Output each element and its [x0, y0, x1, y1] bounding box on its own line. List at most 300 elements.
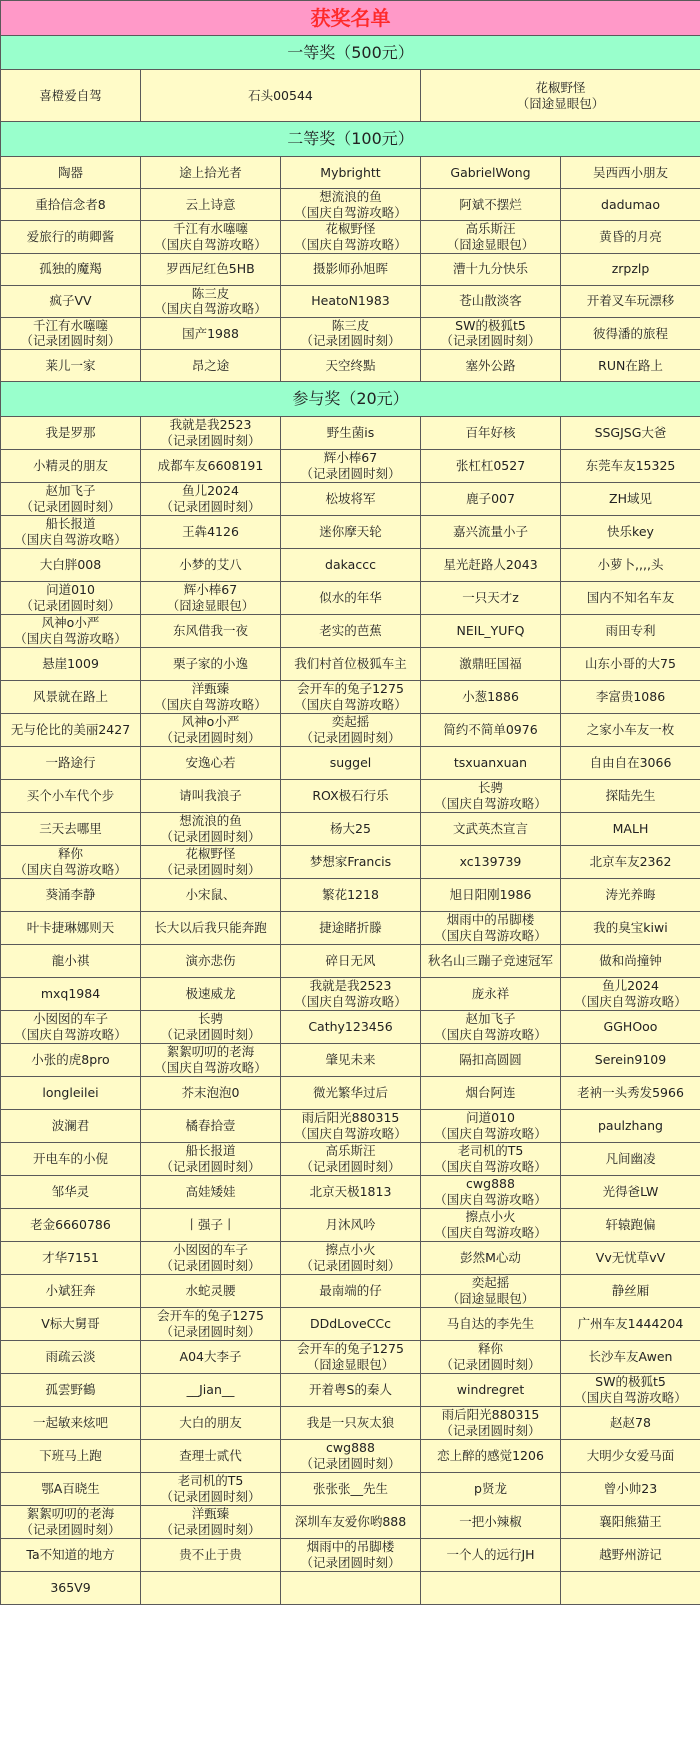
winner-name: 碎日无风: [325, 953, 376, 969]
winner-category: （记录团圆时刻）: [440, 1423, 541, 1438]
winner-name: 黄昏的月亮: [599, 229, 662, 245]
winner-name: 鹿子007: [466, 491, 515, 507]
winner-name: 摄影师孙旭晖: [312, 261, 388, 277]
winner-name: cwg888: [326, 1440, 375, 1456]
winner-name: 问道010: [466, 1110, 515, 1126]
winner-cell: [141, 681, 281, 714]
winner-name: 老司机的T5: [457, 1143, 524, 1159]
winner-cell: [281, 450, 421, 483]
winner-name: 高娃矮娃: [185, 1184, 236, 1200]
winner-name: 李富贵1086: [595, 689, 666, 705]
winner-cell: [141, 1275, 281, 1308]
winner-name: 陈三皮: [331, 317, 370, 333]
winner-name: NEIL_YUFQ: [456, 623, 525, 639]
winner-cell: [561, 1308, 700, 1341]
winner-cell: [561, 285, 700, 317]
winner-name: cwg888: [466, 1176, 515, 1192]
winner-name: 赵赵78: [610, 1415, 651, 1431]
winner-name: 千江有水噻噻: [32, 317, 108, 333]
winner-cell: [421, 1473, 561, 1506]
winner-cell: [141, 253, 281, 285]
winner-name: MALH: [612, 821, 649, 837]
winner-cell: [561, 648, 700, 681]
winner-category: （国庆自驾游攻略）: [294, 1126, 407, 1141]
winner-cell: [1, 1176, 141, 1209]
winner-cell: [141, 747, 281, 780]
table-row: [1, 978, 700, 1011]
winner-cell: [421, 1407, 561, 1440]
winner-cell: [141, 516, 281, 549]
winner-name: 一起敏来炫吧: [32, 1415, 108, 1431]
winner-category: （记录团圆时刻）: [300, 1456, 401, 1471]
winner-category: （记录团圆时刻）: [160, 1027, 261, 1042]
winner-category: （囧途显眼包）: [516, 95, 605, 111]
winner-name: 梦想家Francis: [309, 854, 392, 870]
winner-cell: [281, 1077, 421, 1110]
winner-name: 三天去哪里: [39, 821, 102, 837]
winner-name: Vv无忧草vV: [595, 1250, 666, 1266]
winner-name: 爱旅行的萌卿酱: [26, 229, 115, 245]
winner-cell: [421, 221, 561, 253]
winner-name: 喜橙爱自驾: [39, 87, 102, 103]
winner-cell: [561, 879, 700, 912]
winner-name: 嘉兴流量小子: [452, 524, 528, 540]
winner-cell: [281, 417, 421, 450]
winner-name: 阿斌不摆烂: [459, 196, 522, 212]
winner-cell: [1, 582, 141, 615]
winner-name: 杨大25: [330, 821, 371, 837]
winner-cell: [1, 253, 141, 285]
winner-cell: [141, 1473, 281, 1506]
winner-cell: [1, 1011, 141, 1044]
winner-category: （记录团圆时刻）: [20, 499, 121, 514]
winner-cell: [421, 945, 561, 978]
winner-category: （记录团圆时刻）: [160, 1489, 261, 1504]
winner-category: （国庆自驾游攻略）: [14, 532, 127, 547]
winner-name: 恋上醉的感觉1206: [437, 1448, 544, 1464]
winner-cell: [421, 1110, 561, 1143]
winner-cell: [421, 157, 561, 189]
winner-name: 昂之途: [191, 357, 230, 373]
winner-cell: [561, 747, 700, 780]
winner-cell: [1, 615, 141, 648]
table-row: [1, 945, 700, 978]
winner-name: 小葱1886: [462, 689, 519, 705]
winner-cell: [141, 1143, 281, 1176]
winner-cell: [281, 483, 421, 516]
winner-name: 云上诗意: [185, 196, 236, 212]
winner-name: tsxuanxuan: [453, 755, 528, 771]
winner-name: windregret: [456, 1382, 525, 1398]
winner-name: 苍山散淡客: [459, 293, 522, 309]
winner-name: 奕起摇: [471, 1275, 510, 1291]
winner-name: 下班马上跑: [39, 1448, 102, 1464]
winner-name: 邹华灵: [51, 1184, 90, 1200]
winner-name: suggel: [329, 755, 372, 771]
table-row: [1, 549, 700, 582]
winner-name: 广州车友1444204: [577, 1316, 684, 1332]
winner-cell: [421, 1572, 561, 1605]
winner-name: 船长报道: [185, 1143, 236, 1159]
winner-cell: [141, 157, 281, 189]
winner-name: 想流浪的鱼: [319, 189, 382, 204]
winner-name: 我就是我2523: [169, 417, 252, 433]
winner-name: 王犇4126: [182, 524, 239, 540]
table-row: [1, 189, 700, 221]
winner-cell: [561, 417, 700, 450]
winner-name: 越野州游记: [599, 1547, 662, 1563]
table-row: [1, 879, 700, 912]
winner-cell: [561, 1110, 700, 1143]
winner-name: 孤独的魔羯: [39, 261, 102, 277]
winner-cell: [421, 582, 561, 615]
winner-cell: [281, 350, 421, 382]
winner-name: V标大舅哥: [41, 1316, 100, 1332]
winner-category: （记录团圆时刻）: [20, 598, 121, 613]
winner-category: （记录团圆时刻）: [160, 1159, 261, 1174]
winner-cell: [1, 450, 141, 483]
winner-name: 激鼎旺国福: [459, 656, 522, 672]
winner-cell: [421, 1209, 561, 1242]
winner-name: 芥末泡泡0: [181, 1085, 240, 1101]
winner-category: （记录团圆时刻）: [20, 1522, 121, 1537]
winner-cell: [1, 813, 141, 846]
winner-cell: [141, 615, 281, 648]
winner-category: （国庆自驾游攻略）: [294, 697, 407, 712]
winner-name: 大白的朋友: [179, 1415, 242, 1431]
winner-cell: [421, 1308, 561, 1341]
winner-name: 深圳车友爱你哟888: [294, 1514, 407, 1530]
winner-cell: [141, 1539, 281, 1572]
winner-category: （囧途显眼包）: [306, 1357, 395, 1372]
winner-cell: [421, 1539, 561, 1572]
winner-category: （国庆自驾游攻略）: [434, 796, 547, 811]
table-row: [1, 1539, 700, 1572]
winner-cell: [1, 879, 141, 912]
winner-category: （国庆自驾游攻略）: [434, 928, 547, 943]
winner-cell: [281, 1110, 421, 1143]
winner-name: 风神o小严: [181, 714, 240, 730]
winner-cell: [141, 70, 421, 122]
winner-cell: [561, 1407, 700, 1440]
winner-cell: [141, 1572, 281, 1605]
winner-name: 橘春拾壹: [185, 1118, 236, 1134]
winner-name: 张张张__先生: [312, 1481, 388, 1497]
winner-name: 北京车友2362: [589, 854, 672, 870]
winner-cell: [561, 450, 700, 483]
winner-name: 成都车友6608191: [157, 458, 264, 474]
winner-name: 漕十九分快乐: [452, 261, 528, 277]
winner-name: 老衲一头秀发5966: [577, 1085, 684, 1101]
winner-cell: [281, 1572, 421, 1605]
winner-cell: [141, 714, 281, 747]
winner-name: 洋甄臻: [191, 681, 230, 697]
winner-name: zrpzlp: [611, 261, 650, 277]
winner-name: SW的极狐t5: [455, 317, 526, 333]
winner-name: 开着粤S的秦人: [309, 1382, 392, 1398]
winner-category: （国庆自驾游攻略）: [14, 862, 127, 877]
winner-cell: [421, 780, 561, 813]
table-row: [1, 1572, 700, 1605]
winner-name: 襄阳熊猫王: [599, 1514, 662, 1530]
winner-cell: [1, 157, 141, 189]
winner-cell: [1, 648, 141, 681]
winner-cell: [281, 1143, 421, 1176]
winner-name: 疯子VV: [49, 293, 92, 309]
winner-name: 捷途睹折滕: [319, 920, 382, 936]
table-row: [1, 350, 700, 382]
table-row: [1, 1011, 700, 1044]
winner-cell: [281, 1539, 421, 1572]
winner-cell: [421, 285, 561, 317]
winner-name: 石头00544: [248, 87, 313, 103]
winner-cell: [1, 350, 141, 382]
winner-cell: [1, 1077, 141, 1110]
winner-name: 长骋: [477, 780, 503, 796]
winner-cell: [1, 483, 141, 516]
winner-cell: [421, 1077, 561, 1110]
winner-name: 买个小车代个步: [26, 788, 115, 804]
winner-name: 简约不简单0976: [443, 722, 538, 738]
winner-cell: [141, 317, 281, 349]
winner-cell: [281, 1044, 421, 1077]
winner-cell: [421, 978, 561, 1011]
winner-name: 奕起摇: [331, 714, 370, 730]
winner-name: 轩辕跑偏: [605, 1217, 656, 1233]
winner-category: （记录团圆时刻）: [300, 1159, 401, 1174]
winner-name: 擦点小火: [465, 1209, 516, 1225]
winner-cell: [421, 70, 700, 122]
table-row: [1, 648, 700, 681]
winner-cell: [561, 1011, 700, 1044]
winner-cell: [1, 189, 141, 221]
winner-cell: [1, 1440, 141, 1473]
winner-name: 曾小帅23: [603, 1481, 658, 1497]
winner-category: （记录团圆时刻）: [300, 1555, 401, 1570]
winner-cell: [421, 1275, 561, 1308]
winner-cell: [1, 1572, 141, 1605]
winner-name: 小斌狂奔: [45, 1283, 96, 1299]
winner-cell: [1, 221, 141, 253]
table-row: [1, 846, 700, 879]
winner-name: 辉小棒67: [323, 450, 378, 466]
winner-name: longleilei: [42, 1085, 99, 1101]
winner-cell: [1, 846, 141, 879]
winner-cell: [281, 1308, 421, 1341]
winner-name: RUN在路上: [598, 357, 663, 373]
winner-name: 肇见未来: [325, 1052, 376, 1068]
winner-name: GGHOoo: [603, 1019, 658, 1035]
winner-name: 快乐key: [607, 524, 654, 540]
winner-cell: [281, 945, 421, 978]
winner-name: 会开车的兔子1275: [157, 1308, 264, 1324]
table-row: [1, 681, 700, 714]
winner-cell: [421, 1506, 561, 1539]
winner-name: 小张的虎8pro: [31, 1052, 110, 1068]
winner-cell: [141, 1242, 281, 1275]
winner-name: 老司机的T5: [177, 1473, 244, 1489]
winner-cell: [561, 681, 700, 714]
winner-name: 安逸心若: [185, 755, 236, 771]
winner-cell: [1, 978, 141, 1011]
winner-cell: [281, 1407, 421, 1440]
winner-cell: [141, 285, 281, 317]
winner-name: 庞永祥: [471, 986, 510, 1002]
winner-cell: [561, 157, 700, 189]
winner-name: 烟雨中的吊脚楼: [306, 1539, 395, 1555]
winner-cell: [561, 516, 700, 549]
winner-cell: [561, 350, 700, 382]
winner-cell: [561, 1572, 700, 1605]
winner-name: 陶器: [57, 164, 83, 180]
winner-cell: [1, 70, 141, 122]
winner-cell: [561, 253, 700, 285]
winner-name: 絮絮叨叨的老海: [26, 1506, 115, 1522]
winner-name: 无与伦比的美丽2427: [10, 722, 131, 738]
winner-name: 静丝厢: [611, 1283, 650, 1299]
winner-name: 我的臭宝kiwi: [593, 920, 668, 936]
winner-name: 释你: [477, 1341, 503, 1357]
winner-cell: [561, 1143, 700, 1176]
winner-name: 山东小哥的大75: [585, 656, 676, 672]
winner-name: 葵涌李静: [45, 887, 96, 903]
winner-cell: [421, 648, 561, 681]
winner-name: 凡间幽凌: [605, 1151, 656, 1167]
winner-cell: [141, 582, 281, 615]
winner-name: 大白胖008: [39, 557, 102, 573]
winner-cell: [141, 945, 281, 978]
winner-cell: [561, 978, 700, 1011]
winner-name: 长大以后我只能奔跑: [154, 920, 267, 936]
winner-name: 隔扣高圆圆: [459, 1052, 522, 1068]
winner-name: 吴西西小朋友: [592, 164, 668, 180]
winner-cell: [1, 285, 141, 317]
winner-cell: [421, 253, 561, 285]
winner-cell: [1, 747, 141, 780]
table-row: [1, 516, 700, 549]
winner-name: 野生菌is: [326, 425, 375, 441]
winner-category: （国庆自驾游攻略）: [574, 994, 687, 1009]
winner-name: 絮絮叨叨的老海: [166, 1044, 255, 1060]
winner-name: 迷你摩天轮: [319, 524, 382, 540]
winner-name: 小梦的艾八: [179, 557, 242, 573]
winner-name: 我是一只灰太狼: [306, 1415, 395, 1431]
winner-cell: [561, 1374, 700, 1407]
winner-name: 请叫我浪子: [179, 788, 242, 804]
winner-name: 旭日阳刚1986: [449, 887, 532, 903]
winner-category: （国庆自驾游攻略）: [154, 1060, 267, 1075]
winner-cell: [421, 912, 561, 945]
winner-cell: [281, 1506, 421, 1539]
winner-category: （国庆自驾游攻略）: [294, 204, 407, 220]
winner-cell: [141, 1440, 281, 1473]
winner-name: 长沙车友Awen: [588, 1349, 673, 1365]
winner-cell: [141, 1176, 281, 1209]
winner-category: （国庆自驾游攻略）: [154, 236, 267, 252]
winner-name: 花椒野怪: [535, 79, 586, 95]
winner-cell: [561, 549, 700, 582]
winner-cell: [281, 253, 421, 285]
table-row: [1, 912, 700, 945]
winner-name: 开电车的小倪: [32, 1151, 108, 1167]
winner-cell: [1, 1044, 141, 1077]
winner-cell: [281, 1176, 421, 1209]
winner-cell: [141, 189, 281, 221]
winner-name: ZH域见: [609, 491, 652, 507]
winner-cell: [561, 1539, 700, 1572]
table-row: [1, 747, 700, 780]
winner-cell: [141, 846, 281, 879]
winner-name: 途上拾光者: [179, 164, 242, 180]
winner-cell: [421, 714, 561, 747]
winner-name: 一只天才z: [462, 590, 519, 606]
winner-name: 极速威龙: [185, 986, 236, 1002]
winner-name: 国产1988: [182, 325, 239, 341]
winner-cell: [561, 1440, 700, 1473]
winner-name: 天空终點: [325, 357, 376, 373]
winner-cell: [421, 549, 561, 582]
winner-cell: [1, 1275, 141, 1308]
winner-cell: [421, 1440, 561, 1473]
winner-category: （记录团圆时刻）: [20, 333, 121, 349]
winner-name: A04大李子: [179, 1349, 242, 1365]
winner-cell: [421, 879, 561, 912]
winner-name: 文武英杰宣言: [452, 821, 528, 837]
winner-cell: [281, 221, 421, 253]
winner-cell: [281, 1440, 421, 1473]
winner-name: 鄂A百晓生: [41, 1481, 100, 1497]
winner-name: 一把小辣椒: [459, 1514, 522, 1530]
table-row: [1, 317, 700, 349]
page-title: 获奖名单: [1, 1, 700, 36]
winner-cell: [1, 681, 141, 714]
winner-cell: [141, 912, 281, 945]
winner-name: 辉小棒67: [183, 582, 238, 598]
winner-cell: [561, 1275, 700, 1308]
table-row: [1, 1308, 700, 1341]
winner-category: （国庆自驾游攻略）: [294, 236, 407, 252]
table-row: [1, 780, 700, 813]
winner-name: 风神o小严: [41, 615, 100, 631]
winner-name: 想流浪的鱼: [179, 813, 242, 829]
winner-name: 雨疏云淡: [45, 1349, 96, 1365]
winner-name: dadumao: [601, 196, 660, 212]
winner-cell: [1, 945, 141, 978]
table-row: [1, 582, 700, 615]
table-row: [1, 1110, 700, 1143]
winner-name: 龍小祺: [51, 953, 90, 969]
table-row: [1, 1341, 700, 1374]
winner-name: 之家小车友一枚: [586, 722, 675, 738]
winner-name: 马自达的李先生: [446, 1316, 535, 1332]
winner-cell: [1, 912, 141, 945]
winner-name: 老实的芭蕉: [319, 623, 382, 639]
winner-cell: [281, 714, 421, 747]
winner-category: （记录团圆时刻）: [160, 730, 261, 745]
winner-name: p贤龙: [474, 1481, 507, 1497]
winner-cell: [281, 317, 421, 349]
winner-cell: [561, 1473, 700, 1506]
winner-name: mxq1984: [40, 986, 101, 1002]
table-row: [1, 1275, 700, 1308]
winner-name: 烟台阿连: [465, 1085, 516, 1101]
winner-cell: [141, 1374, 281, 1407]
winner-cell: [281, 846, 421, 879]
winner-cell: [1, 549, 141, 582]
winner-cell: [141, 417, 281, 450]
winner-category: （国庆自驾游攻略）: [434, 1027, 547, 1042]
winner-cell: [141, 978, 281, 1011]
